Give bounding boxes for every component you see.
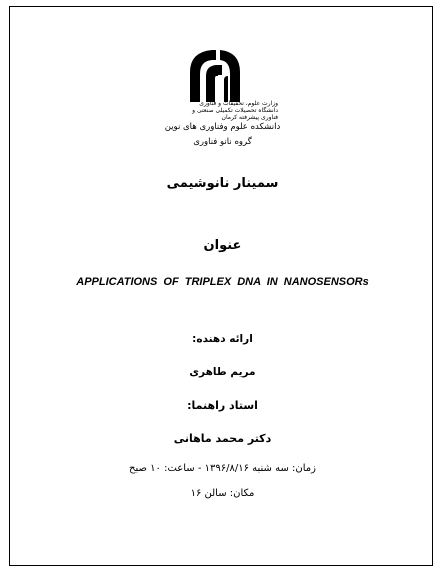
university-logo <box>186 46 244 104</box>
place-line: مکان: سالن ۱۶ <box>190 488 255 499</box>
title-label: عنوان <box>203 238 242 253</box>
presenter-label: ارائه دهنده: <box>192 333 253 345</box>
english-title: APPLICATIONS OF TRIPLEX DNA IN NANOSENSORs <box>76 276 369 288</box>
university-name: وزارت علوم، تحقیقات و فناوری دانشگاه تحصیلات تکمیلی صنعتی و فناوری پیشرفته کرمان <box>192 100 278 121</box>
advisor-label: استاد راهنما: <box>187 399 258 412</box>
seminar-title: سمینار نانوشیمی <box>166 176 279 191</box>
presenter-name: مریم طاهری <box>189 366 256 378</box>
group-name: گروه نانو فناوری <box>193 137 252 147</box>
faculty-name: دانشکده علوم وفناوری های نوین <box>164 122 281 132</box>
advisor-name: دکتر محمد ماهانی <box>173 432 272 445</box>
time-line: زمان: سه شنبه ۱۳۹۶/۸/۱۶ - ساعت: ۱۰ صبح <box>129 463 316 474</box>
